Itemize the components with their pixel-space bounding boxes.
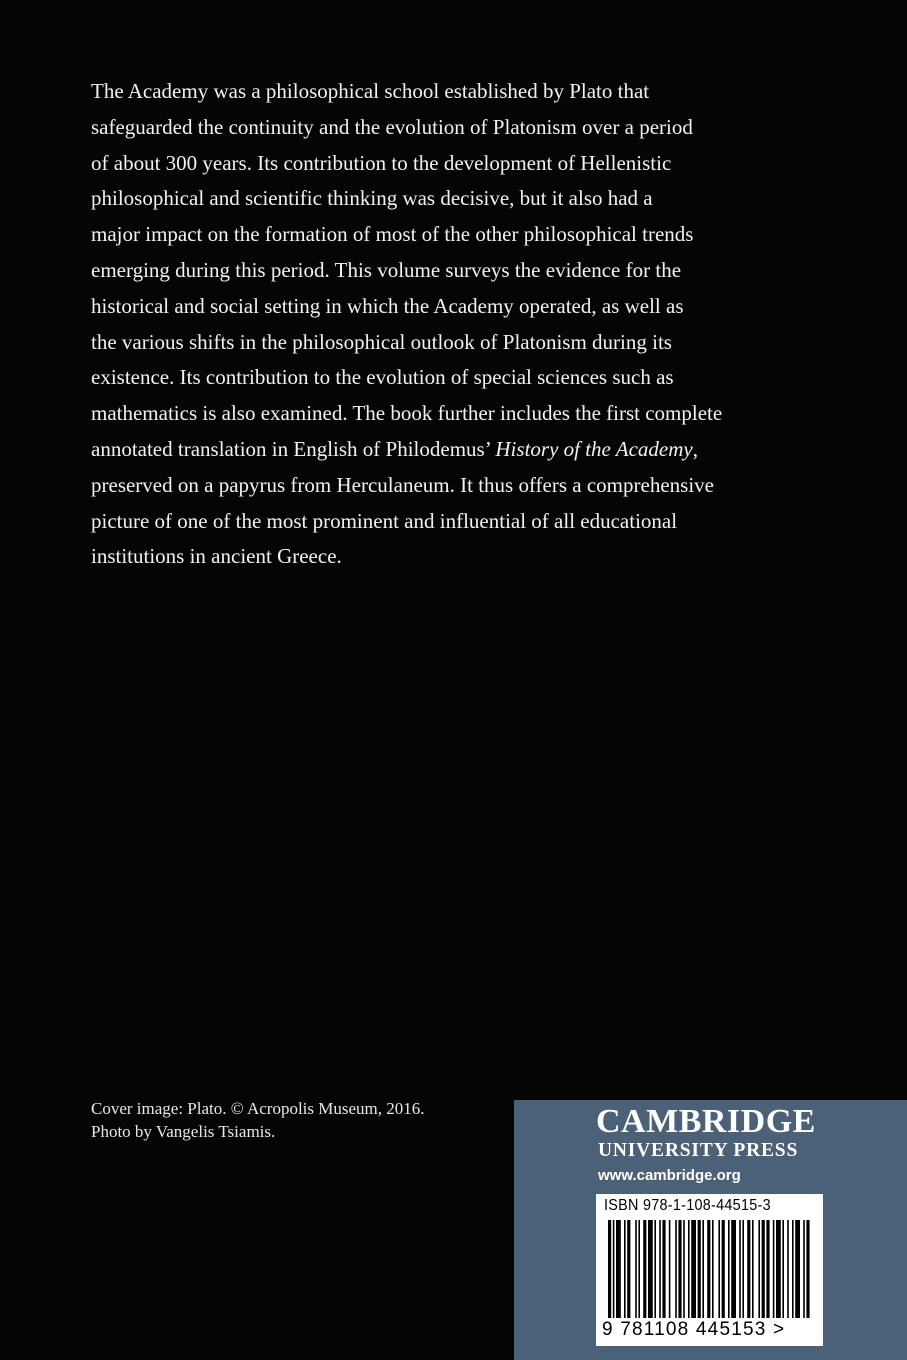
credit-line: Cover image: Plato. © Acropolis Museum, 2016. [91,1099,425,1118]
blurb-line: emerging during this period. This volume surveys the evidence for the [91,257,682,282]
blurb-line: picture of one of the most prominent and influential of all educational [91,508,678,533]
barcode-bar [762,1220,765,1318]
blurb-line: historical and social setting in which the Academy operated, as well as [91,293,684,318]
barcode-bar [803,1220,805,1318]
barcode-bar [758,1220,760,1318]
publisher-name: CAMBRIDGE [596,1103,816,1140]
barcode-bar [675,1220,677,1318]
blurb-line [91,432,791,468]
barcode-bar [773,1220,775,1318]
barcode-bar [662,1220,665,1318]
blurb-line: existence. Its contribution to the evolution of special sciences such as [91,365,674,390]
blurb-line: the various shifts in the philosophical outlook of Platonism during its [91,329,672,354]
barcode-bar [698,1220,701,1318]
barcode-box [596,1194,823,1346]
barcode-bar [669,1220,671,1318]
barcode-bar [635,1220,637,1318]
publisher-panel [514,1100,907,1360]
barcode-bar [792,1220,794,1318]
barcode-bar [608,1220,611,1318]
barcode-bar [678,1220,681,1318]
blurb-text: , [692,436,698,461]
barcode-bar [624,1220,626,1318]
barcode-bar [688,1220,690,1318]
barcode-bar [722,1220,725,1318]
barcode-bar [766,1220,769,1318]
credit-line: Photo by Vangelis Tsiamis. [91,1122,276,1141]
barcode-bar [683,1220,685,1318]
blurb-line: institutions in ancient Greece. [91,544,342,569]
barcode-bar [718,1220,720,1318]
blurb-line: philosophical and scientific thinking was decisive, but it also had a [91,186,653,211]
barcode-bar [787,1220,789,1318]
barcode-bar [782,1220,784,1318]
barcode-bar [742,1220,744,1318]
publisher-subname: UNIVERSITY PRESS [598,1140,799,1161]
blurb-line: The Academy was a philosophical school established by Plato that [91,79,650,103]
blurb-line: mathematics is also examined. The book further includes the first complete [91,401,723,426]
book-title-italic: History of the Academy [495,436,693,461]
blurb-line: preserved on a papyrus from Herculaneum. It thus offers a comprehensive [91,472,714,497]
barcode-bar [654,1220,656,1318]
barcode-bar [728,1220,730,1318]
blurb-line: major impact on the formation of most of the other philosophical trends [91,222,694,247]
barcode-bar [702,1220,704,1318]
blurb-line: of about 300 years. Its contribution to the development of Hellenistic [91,150,672,175]
barcode-bar [638,1220,640,1318]
barcode-bar [806,1220,809,1318]
blurb-text: annotated translation in English of Philodemus’ [91,436,496,461]
barcode-bar [776,1220,781,1318]
blurb-line: safeguarded the continuity and the evolution of Platonism over a period [91,114,693,139]
barcode-bar [643,1220,646,1318]
barcode-bar [627,1220,630,1318]
barcode-bar [712,1220,714,1318]
barcode-bar [691,1220,696,1318]
barcode-bar [747,1220,750,1318]
ean-number: 9 781108 445153 > [602,1319,786,1340]
barcode-bar [707,1220,710,1318]
barcode-bar [739,1220,741,1318]
publisher-url: www.cambridge.org [598,1167,741,1184]
barcode-bar [731,1220,736,1318]
barcode-bar [795,1220,800,1318]
barcode-bar [659,1220,661,1318]
barcode-bar [616,1220,621,1318]
isbn-label: ISBN 978-1-108-44515-3 [604,1197,771,1214]
back-cover-blurb [91,74,791,575]
barcode-bar [648,1220,653,1318]
barcode-bar [752,1220,754,1318]
barcode-bar [613,1220,615,1318]
cover-image-credit [91,1097,425,1143]
